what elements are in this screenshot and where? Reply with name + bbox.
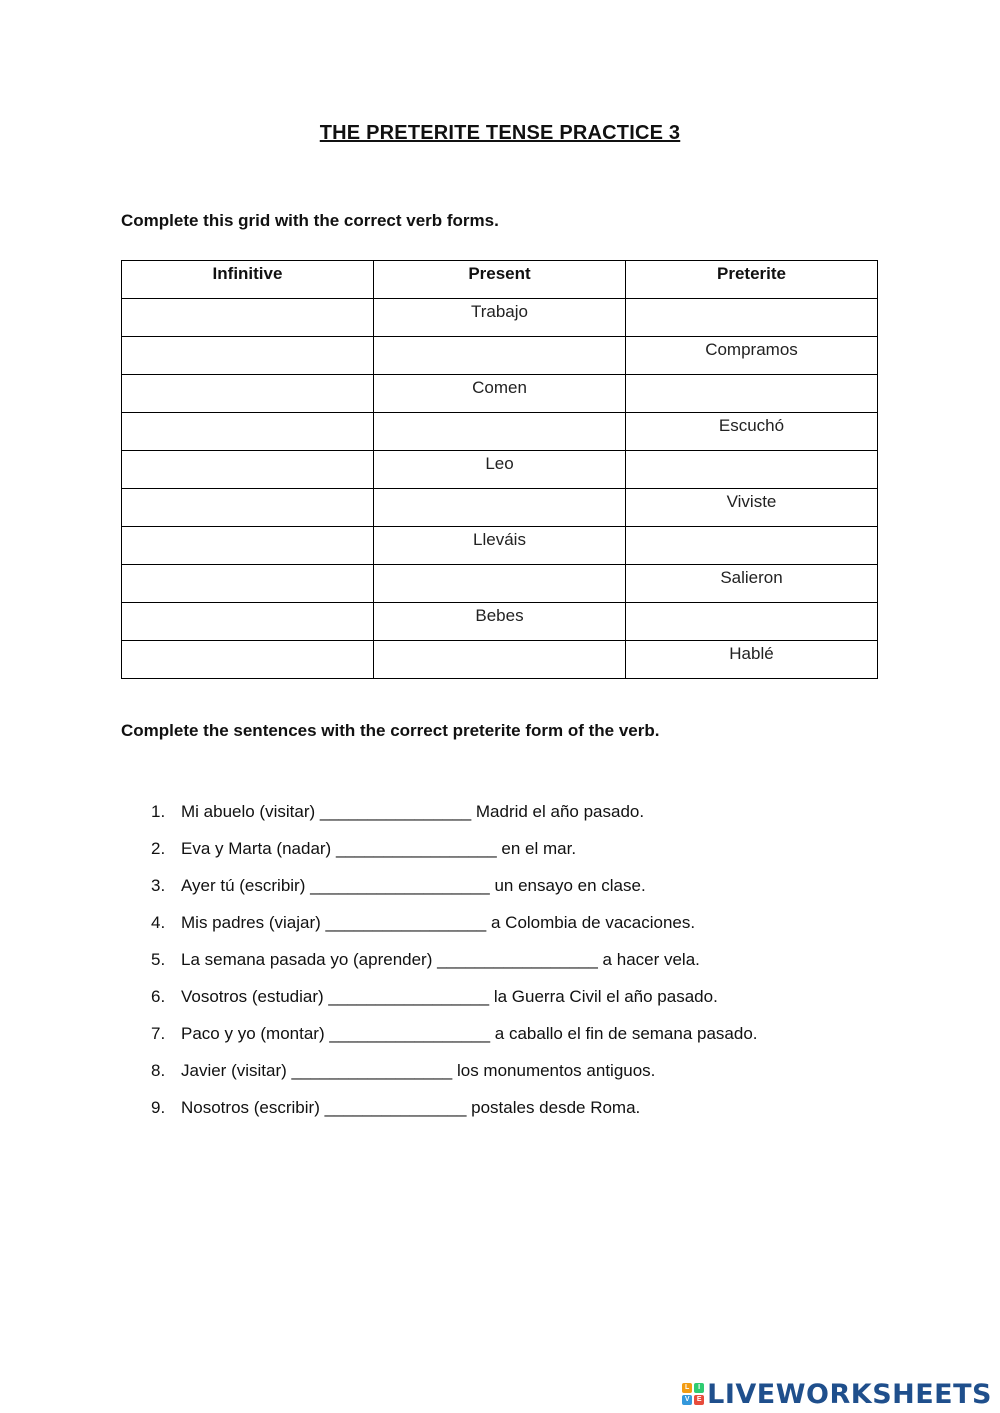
- logo-icon: [682, 1383, 704, 1405]
- grid-answer-cell-preterite[interactable]: [626, 603, 878, 641]
- grid-answer-cell-preterite[interactable]: [626, 451, 878, 489]
- grid-answer-cell-infinitive[interactable]: [122, 641, 374, 679]
- grid-row: [122, 451, 878, 489]
- grid-cell-preterite: Escuchó: [626, 413, 878, 451]
- sentence-item: [121, 1057, 881, 1094]
- grid-answer-cell-present[interactable]: [374, 413, 626, 451]
- sentence-text: Eva y Marta (nadar) _________________ en el mar.: [181, 839, 577, 858]
- sentence-number: 5.: [151, 950, 166, 969]
- grid-answer-cell-infinitive[interactable]: [122, 565, 374, 603]
- grid-row: [122, 299, 878, 337]
- grid-answer-cell-infinitive[interactable]: [122, 337, 374, 375]
- sentence-item: [121, 983, 881, 1020]
- sentence-number: 8.: [151, 1061, 166, 1080]
- grid-cell-present: Leo: [374, 451, 626, 489]
- logo-square: E: [694, 1395, 704, 1405]
- sentence-text: Nosotros (escribir) _______________ postales desde Roma.: [181, 1098, 641, 1117]
- logo-square: L: [682, 1383, 692, 1393]
- grid-cell-preterite: Hablé: [626, 641, 878, 679]
- sentence-number: 9.: [151, 1098, 166, 1117]
- sentence-text: Vosotros (estudiar) _________________ la Guerra Civil el año pasado.: [181, 987, 718, 1006]
- sentence-list: [121, 798, 881, 1131]
- grid-answer-cell-infinitive[interactable]: [122, 527, 374, 565]
- grid-cell-present: Lleváis: [374, 527, 626, 565]
- logo-square: V: [682, 1395, 692, 1405]
- sentence-item: [121, 1020, 881, 1057]
- grid-cell-preterite: Viviste: [626, 489, 878, 527]
- verb-grid: [121, 260, 878, 679]
- sentence-number: 1.: [151, 802, 166, 821]
- grid-answer-cell-present[interactable]: [374, 641, 626, 679]
- grid-answer-cell-infinitive[interactable]: [122, 451, 374, 489]
- page-title: THE PRETERITE TENSE PRACTICE 3: [319, 122, 681, 144]
- grid-cell-present: Bebes: [374, 603, 626, 641]
- grid-answer-cell-present[interactable]: [374, 489, 626, 527]
- logo-text: LIVEWORKSHEETS: [707, 1378, 992, 1410]
- liveworksheets-logo: [682, 1379, 992, 1409]
- grid-header-row: [122, 261, 878, 299]
- grid-answer-cell-infinitive[interactable]: [122, 413, 374, 451]
- grid-cell-preterite: Salieron: [626, 565, 878, 603]
- sentence-text: Javier (visitar) _________________ los monumentos antiguos.: [181, 1061, 656, 1080]
- sentence-item: [121, 909, 881, 946]
- grid-answer-cell-infinitive[interactable]: [122, 299, 374, 337]
- sentence-text: Mis padres (viajar) _________________ a Colombia de vacaciones.: [181, 913, 696, 932]
- header-preterite: Preterite: [626, 261, 878, 299]
- sentence-item: [121, 798, 881, 835]
- sentence-number: 2.: [151, 839, 166, 858]
- grid-answer-cell-present[interactable]: [374, 337, 626, 375]
- grid-cell-preterite: Compramos: [626, 337, 878, 375]
- sentence-item: [121, 835, 881, 872]
- grid-row: [122, 565, 878, 603]
- sentence-text: Paco y yo (montar) _________________ a caballo el fin de semana pasado.: [181, 1024, 758, 1043]
- sentence-text: Ayer tú (escribir) ___________________ un ensayo en clase.: [181, 876, 646, 895]
- grid-answer-cell-preterite[interactable]: [626, 299, 878, 337]
- grid-answer-cell-preterite[interactable]: [626, 375, 878, 413]
- sentence-number: 4.: [151, 913, 166, 932]
- sentence-number: 7.: [151, 1024, 166, 1043]
- sentence-text: Mi abuelo (visitar) ________________ Madrid el año pasado.: [181, 802, 645, 821]
- logo-square: I: [694, 1383, 704, 1393]
- sentences-instruction: Complete the sentences with the correct preterite form of the verb.: [121, 721, 660, 740]
- sentence-number: 6.: [151, 987, 166, 1006]
- grid-row: [122, 603, 878, 641]
- grid-row: [122, 413, 878, 451]
- grid-row: [122, 337, 878, 375]
- grid-row: [122, 527, 878, 565]
- grid-answer-cell-infinitive[interactable]: [122, 489, 374, 527]
- sentence-item: [121, 1094, 881, 1131]
- grid-answer-cell-present[interactable]: [374, 565, 626, 603]
- grid-row: [122, 641, 878, 679]
- grid-answer-cell-infinitive[interactable]: [122, 375, 374, 413]
- sentence-item: [121, 946, 881, 983]
- header-present: Present: [374, 261, 626, 299]
- grid-cell-present: Trabajo: [374, 299, 626, 337]
- sentence-number: 3.: [151, 876, 166, 895]
- grid-answer-cell-preterite[interactable]: [626, 527, 878, 565]
- sentence-item: [121, 872, 881, 909]
- grid-answer-cell-infinitive[interactable]: [122, 603, 374, 641]
- grid-row: [122, 375, 878, 413]
- grid-cell-present: Comen: [374, 375, 626, 413]
- sentence-text: La semana pasada yo (aprender) _________________ a hacer vela.: [181, 950, 700, 969]
- grid-instruction: Complete this grid with the correct verb forms.: [121, 211, 499, 230]
- header-infinitive: Infinitive: [122, 261, 374, 299]
- grid-row: [122, 489, 878, 527]
